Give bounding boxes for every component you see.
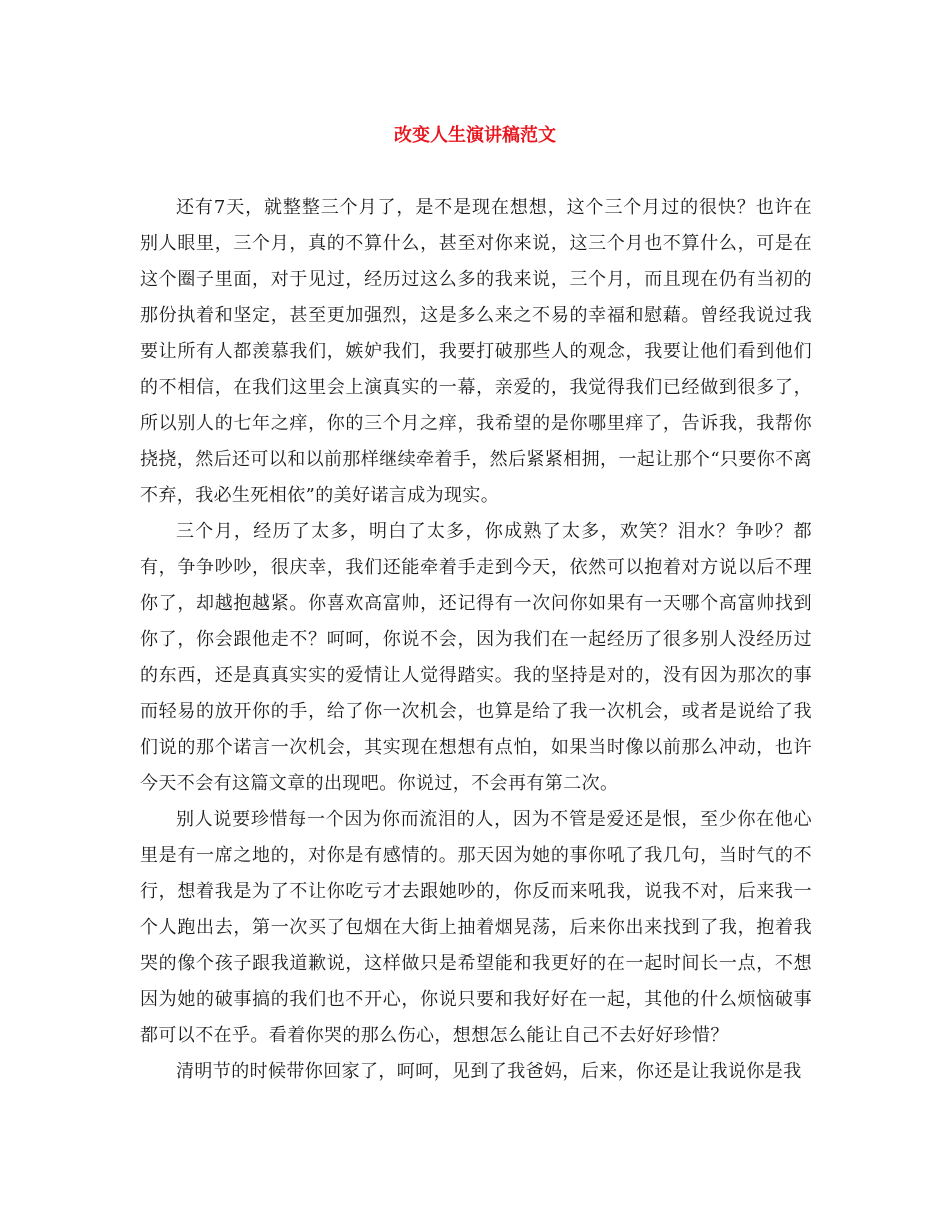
- paragraph: 清明节的时候带你回家了，呵呵，见到了我爸妈，后来，你还是让我说你是我: [176, 1061, 802, 1082]
- paragraph: 还有7天，就整整三个月了，是不是现在想想，这个三个月过的很快？也许在别人眼里，三个月，真的不算什么，甚至对你来说，这三个月也不算什么，可是在这个圈子里面，对于见过，经历过这么多的我来说，三个月，而且现在仍有当初的那份执着和坚定，甚至更加强烈，这是多么来之不易的幸福和慰藉。曾经我说过我要让所有人都羡慕我们，嫉妒我们，我要打破那些人的观念，我要让他们看到他们的不相信，在我们这里会上演真实的一幕，亲爱的，我觉得我们已经做到很多了，所以别人的七年之痒，你的三个月之痒，我希望的是你哪里痒了，告诉我，我帮你挠挠，然后还可以和以前那样继续牵着手，然后紧紧相拥，一起让那个“只要你不离不弃，我必生死相依”的美好诺言成为现实。: [140, 197, 812, 506]
- paragraph: 别人说要珍惜每一个因为你而流泪的人，因为不管是爱还是恨，至少你在他心里是有一席之地的，对你是有感情的。那天因为她的事你吼了我几句，当时气的不行，想着我是为了不让你吃亏才去跟她吵的，你反而来吼我，说我不对，后来我一个人跑出去，第一次买了包烟在大街上抽着烟晃荡，后来你出来找到了我，抱着我哭的像个孩子跟我道歉说，这样做只是希望能和我更好的在一起时间长一点，不想因为她的破事搞的我们也不开心，你说只要和我好好在一起，其他的什么烦恼破事都可以不在乎。看着你哭的那么伤心，想想怎么能让自己不去好好珍惜？: [140, 809, 812, 1046]
- paragraph: 三个月，经历了太多，明白了太多，你成熟了太多，欢笑？泪水？争吵？都有，争争吵吵，很庆幸，我们还能牵着手走到今天，依然可以抱着对方说以后不理你了，却越抱越紧。你喜欢高富帅，还记得有一次问你如果有一天哪个高富帅找到你了，你会跟他走不？呵呵，你说不会，因为我们在一起经历了很多别人没经历过的东西，还是真真实实的爱情让人觉得踏实。我的坚持是对的，没有因为那次的事而轻易的放开你的手，给了你一次机会，也算是给了我一次机会，或者是说给了我们说的那个诺言一次机会，其实现在想想有点怕，如果当时像以前那么冲动，也许今天不会有这篇文章的出现吧。你说过，不会再有第二次。: [140, 521, 812, 794]
- document-body: [140, 190, 812, 1090]
- document-title: 改变人生演讲稿范文: [394, 125, 556, 146]
